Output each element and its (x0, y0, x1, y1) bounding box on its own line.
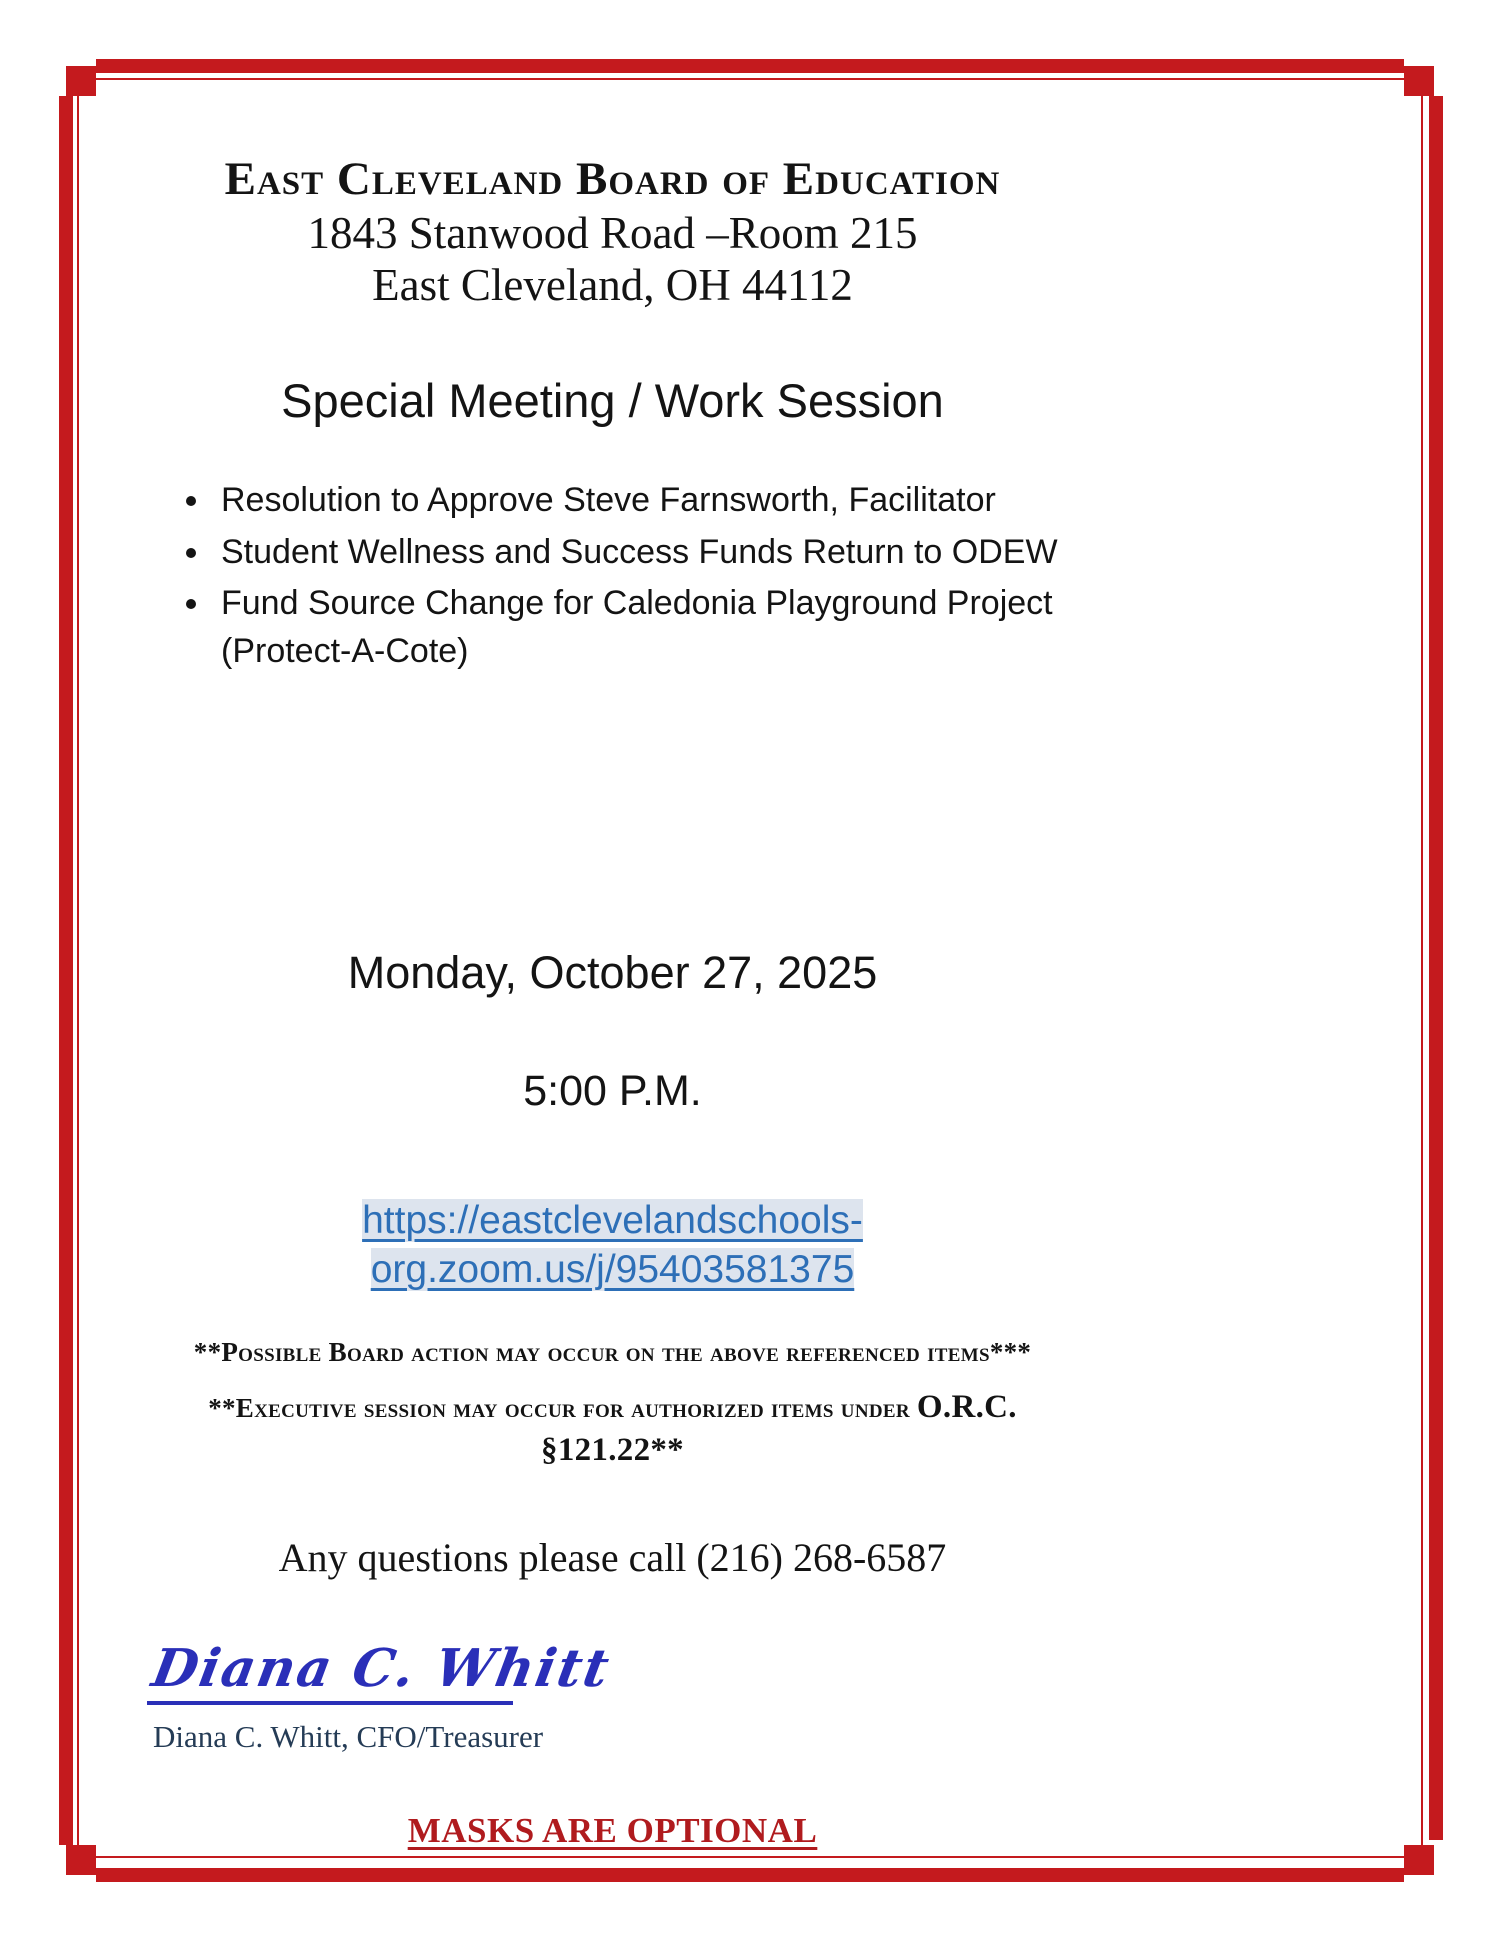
signature-script: Diana C. Whitt (147, 1637, 616, 1699)
frame-bar-left (59, 96, 73, 1845)
document-content (145, 152, 1080, 1851)
org-address-line1: 1843 Stanwood Road –Room 215 (307, 208, 918, 259)
executive-session-notice-text: **Executive session may occur for authorized items under (208, 1392, 917, 1423)
zoom-link-row (145, 1197, 1080, 1295)
orc-statute-reference: O.R.C. §121.22** (541, 1388, 1017, 1468)
agenda-item (213, 477, 1080, 525)
meeting-date: Monday, October 27, 2025 (347, 946, 878, 998)
org-address-line2: East Cleveland, OH 44112 (372, 260, 853, 311)
questions-phone-line: Any questions please call (216) 268-6587 (278, 1534, 947, 1580)
frame-bar-bottom (96, 1868, 1404, 1882)
board-action-notice: **Possible Board action may occur on the above referenced items*** (193, 1336, 1032, 1367)
agenda-item-text: Fund Source Change for Caledonia Playground Project (221, 584, 1053, 623)
agenda-item (213, 529, 1080, 577)
meeting-time: 5:00 P.M. (523, 1066, 702, 1115)
meeting-title: Special Meeting / Work Session (281, 373, 944, 427)
org-name-heading: East Cleveland Board of Education (224, 153, 1001, 205)
frame-bar-right (1429, 96, 1443, 1840)
agenda-item-text-continued: (Protect-A-Cote) (221, 632, 469, 670)
signer-printed-name: Diana C. Whitt, CFO/Treasurer (153, 1718, 544, 1754)
masks-optional-notice: MASKS ARE OPTIONAL (407, 1810, 818, 1850)
zoom-meeting-link[interactable]: https://eastclevelandschools-org.zoom.us/j/95403581375 (362, 1199, 863, 1291)
signature-block (147, 1637, 616, 1705)
executive-session-notice (145, 1386, 1080, 1472)
agenda-item-text: Resolution to Approve Steve Farnsworth, Facilitator (221, 481, 996, 520)
agenda-item-text: Student Wellness and Success Funds Return to ODEW (221, 532, 1058, 571)
agenda-list (145, 477, 1080, 675)
frame-bar-top (96, 59, 1404, 73)
agenda-item (213, 580, 1080, 675)
